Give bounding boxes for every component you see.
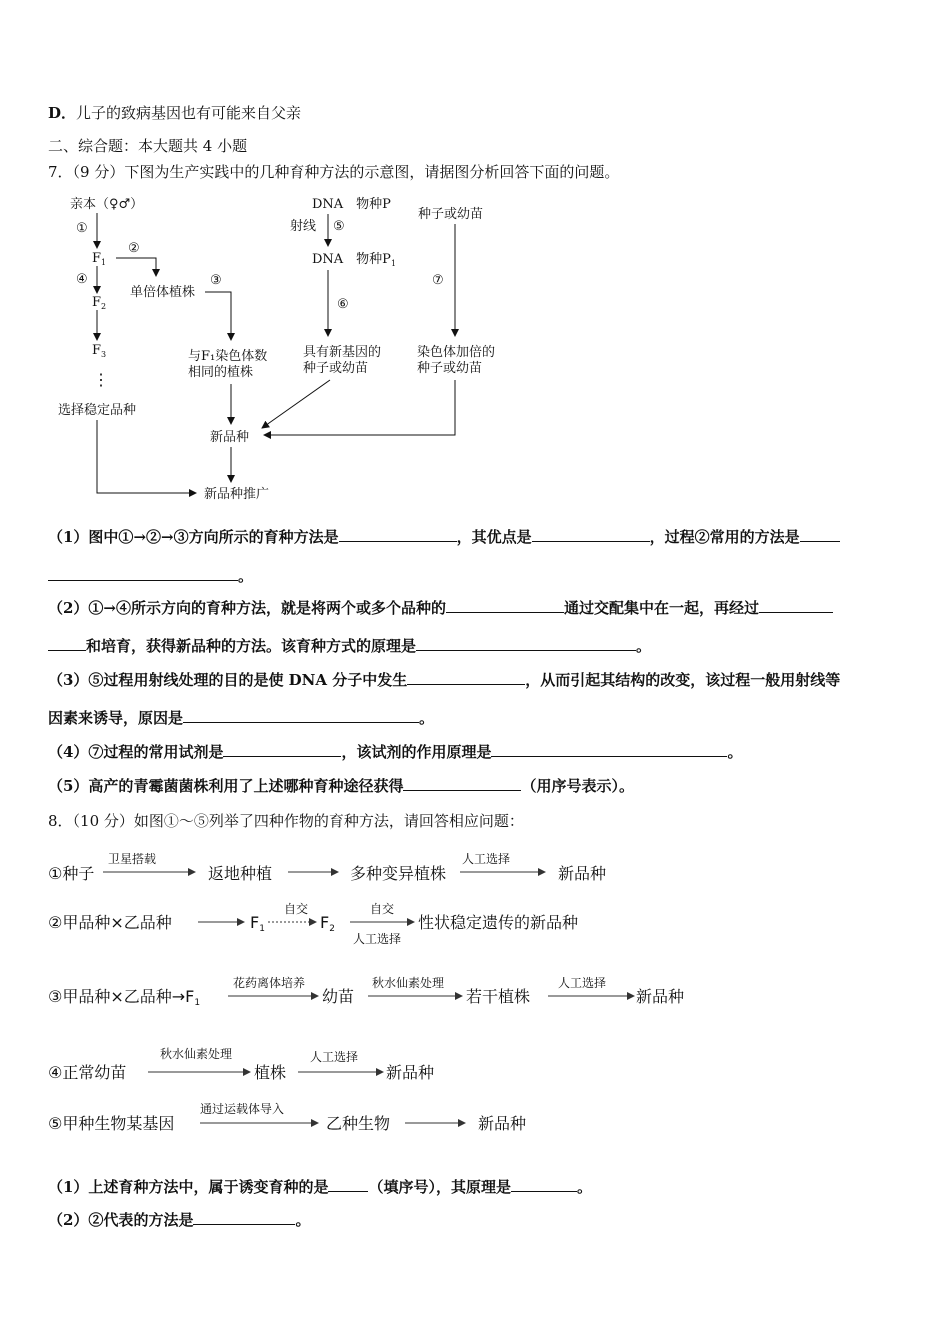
dna-p1-label: DNA 物种$P_1$ [312,252,397,268]
q7-sub4: （4）⑦过程的常用试剂是 ，该试剂的作用原理是 。 [48,743,743,761]
r1-step2: 返地种植 [208,864,273,883]
r2-f1: F1 [250,913,265,934]
section-title: 二、综合题：本大题共 4 小题 [48,137,248,155]
same-chrom-line2: 相同的植株 [188,365,254,380]
q7-sub5: （5）高产的青霉菌菌株利用了上述哪种育种途径获得 （用序号表示）。 [48,777,634,795]
step-7-label: ⑦ [432,273,444,288]
r2-label2b: 人工选择 [353,932,402,946]
r1-start: ①种子 [48,864,95,883]
r3-label2: 秋水仙素处理 [372,976,445,990]
r5-end: 新品种 [478,1114,527,1133]
r4-end: 新品种 [386,1063,435,1082]
r4-label: 秋水仙素处理 [160,1047,233,1061]
step-2-label: ② [128,241,140,256]
f3-label: $F_3$ [92,343,107,359]
seed-label: 种子或幼苗 [418,207,484,222]
r3-end: 新品种 [636,987,685,1006]
r1-end: 新品种 [558,864,607,883]
same-chrom-line1: 与F₁染色体数 [188,349,268,364]
doubled-line1: 染色体加倍的 [417,345,496,360]
r1-step3: 多种变异植株 [350,864,447,883]
r4-start: ④正常幼苗 [48,1063,127,1082]
q7-sub3: （3）⑤过程用射线处理的目的是使 DNA 分子中发生 ，从而引起其结构的改变，该过程一般用射线等 [48,671,841,689]
step-3-label: ③ [210,273,222,288]
dna-p-label: DNA 物种P [312,197,391,212]
step-1-label: ① [76,221,88,236]
r3-label3: 人工选择 [558,976,607,990]
f1-label: $F_1$ [92,251,107,267]
r3-step2: 幼苗 [322,987,355,1006]
promote-label: 新品种推广 [204,487,270,502]
new-variety-label: 新品种 [210,430,250,445]
step-4-label: ④ [76,272,88,287]
parent-label: 亲本（♀♂） [70,197,144,212]
q8-sub1: （1）上述育种方法中，属于诱变育种的是 （填序号），其原理是 。 [48,1178,592,1196]
r2-label: 自交 [284,902,309,916]
r4-step2: 植株 [254,1063,287,1082]
r5-step2: 乙种生物 [326,1114,391,1133]
q7-sub3-cont: 因素来诱导，原因是 。 [48,709,435,727]
doubled-line2: 种子或幼苗 [417,361,483,376]
r5-label: 通过运载体导入 [200,1102,285,1116]
q8-methods-diagram [0,830,950,1140]
step-5-label: ⑤ [333,219,345,234]
option-d: D．儿子的致病基因也有可能来自父亲 [48,104,302,122]
f2-label: $F_2$ [92,295,107,311]
r3-step3: 若干植株 [466,987,531,1006]
q7-sub1: （1）图中①→②→③方向所示的育种方法是 ，其优点是 ，过程②常用的方法是 [48,527,840,547]
ellipsis-dots: ⋮ [93,370,109,389]
step-6-label: ⑥ [337,297,349,312]
q8-header: 8．（10 分）如图①～⑤列举了四种作物的育种方法，请回答相应问题： [48,812,524,830]
select-stable-label: 选择稳定品种 [58,403,137,418]
r2-start: ②甲品种×乙品种 [48,913,172,932]
r1-label: 卫星搭载 [108,852,157,866]
r2-f2: F2 [320,913,335,934]
r3-start: ③甲品种×乙品种→F1 [48,987,201,1008]
q7-header: 7．（9 分）下图为生产实践中的几种育种方法的示意图，请据图分析回答下面的问题。 [48,163,620,181]
haploid-label: 单倍体植株 [130,285,196,300]
q7-sub1-cont: 。 [48,566,253,586]
r3-label: 花药离体培养 [233,976,306,990]
new-gene-line1: 具有新基因的 [303,345,382,360]
q7-sub2-cont: 和培育，获得新品种的方法。该育种方式的原理是 。 [48,636,651,656]
radiation-label: 射线 [290,219,317,234]
r2-end: 性状稳定遗传的新品种 [418,913,579,932]
q8-sub2: （2）②代表的方法是 。 [48,1211,311,1229]
q7-sub2: （2）①→④所示方向的育种方法，就是将两个或多个品种的 通过交配集中在一起，再经过 [48,598,833,618]
r4-label2: 人工选择 [310,1050,359,1064]
r5-start: ⑤甲种生物某基因 [48,1114,175,1133]
r1-label2: 人工选择 [462,852,511,866]
breeding-diagram [0,0,950,520]
new-gene-line2: 种子或幼苗 [303,361,369,376]
r2-label2a: 自交 [370,902,395,916]
